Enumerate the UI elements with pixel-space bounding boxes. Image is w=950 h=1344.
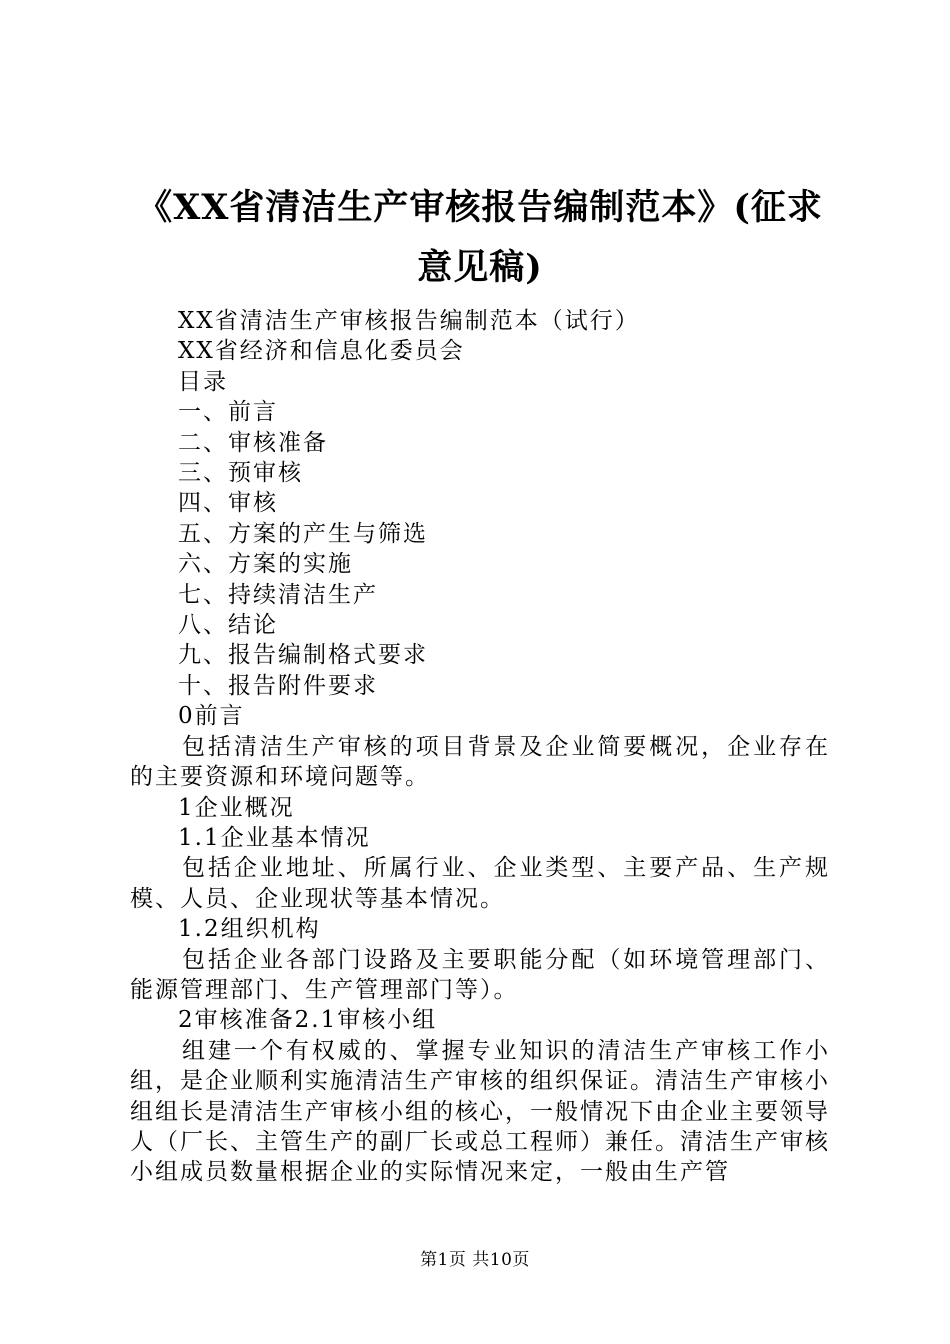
- toc-item: 九、报告编制格式要求: [178, 642, 428, 669]
- subsection-heading: 1.1企业基本情况: [178, 824, 371, 851]
- section-heading: 2审核准备2.1审核小组: [178, 1007, 438, 1034]
- document-title: 《XX省清洁生产审核报告编制范本》(征求意见稿): [137, 187, 823, 288]
- page-footer: 第1页 共10页: [420, 1250, 530, 1270]
- toc-item: 十、报告附件要求: [178, 672, 378, 699]
- toc-item: 一、前言: [178, 399, 278, 426]
- section-paragraph: 组建一个有权威的、掌握专业知识的清洁生产审核工作小组，是企业顺利实施清洁生产审核的组织保证。清洁生产审核小组组长是清洁生产审核小组的核心，一般情况下由企业主要领导人（厂长、主管生产的副厂长或总工程师）兼任。清洁生产审核小组成员数量根据企业的实际情况来定，一般由生产管: [130, 1037, 830, 1186]
- document-subtitle: XX省清洁生产审核报告编制范本（试行）: [178, 308, 640, 334]
- toc-item: 八、结论: [178, 612, 278, 639]
- toc-item: 三、预审核: [178, 460, 303, 487]
- toc-heading: 目录: [178, 368, 228, 395]
- section-paragraph: 包括清洁生产审核的项目背景及企业简要概况，企业存在的主要资源和环境问题等。: [130, 733, 830, 791]
- toc-item: 五、方案的产生与筛选: [178, 520, 428, 547]
- toc-item: 四、审核: [178, 490, 278, 517]
- table-of-contents: [130, 397, 830, 701]
- section-heading: 1企业概况: [178, 794, 295, 821]
- document-page: [130, 178, 830, 1188]
- toc-item: 二、审核准备: [178, 429, 328, 456]
- section-heading: 0前言: [178, 703, 245, 730]
- toc-item: 六、方案的实施: [178, 551, 353, 578]
- section-paragraph: 包括企业各部门设路及主要职能分配（如环境管理部门、能源管理部门、生产管理部门等）。: [130, 946, 830, 1003]
- section-paragraph: 包括企业地址、所属行业、企业类型、主要产品、生产规模、人员、企业现状等基本情况。: [130, 855, 830, 912]
- toc-item: 七、持续清洁生产: [178, 581, 378, 608]
- subsection-heading: 1.2组织机构: [178, 916, 321, 943]
- document-issuer: XX省经济和信息化委员会: [178, 338, 465, 365]
